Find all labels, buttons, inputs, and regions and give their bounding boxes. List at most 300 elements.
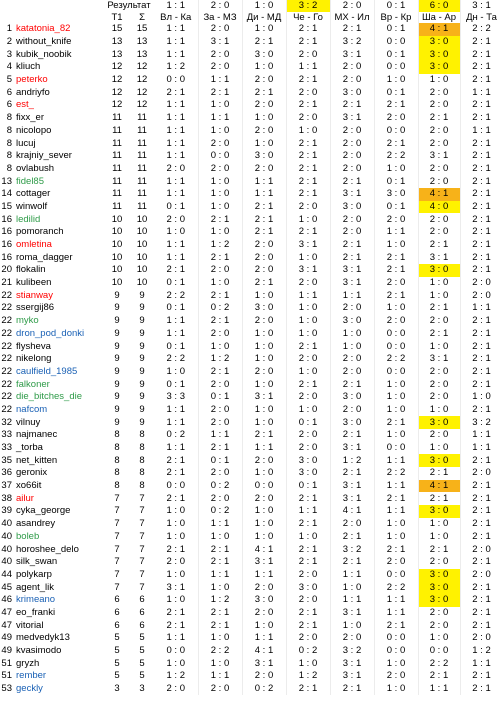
table-row bbox=[0, 201, 503, 214]
match-header: Вр - Кр bbox=[374, 12, 418, 24]
t1-cell: 12 bbox=[111, 61, 123, 73]
prediction-cell: 2 : 1 bbox=[286, 340, 330, 353]
prediction-cell: 2 : 0 bbox=[330, 404, 374, 417]
rank-cell: 40 bbox=[1, 518, 12, 530]
rank-cell: 47 bbox=[1, 606, 12, 618]
rank-cell: 8 bbox=[6, 124, 12, 136]
table-row bbox=[0, 188, 503, 201]
prediction-cell: 3 : 0 bbox=[418, 454, 460, 467]
prediction-cell: 2 : 1 bbox=[418, 670, 460, 683]
table-row bbox=[0, 226, 503, 239]
prediction-cell: 1 : 1 bbox=[154, 251, 198, 264]
table-row bbox=[0, 239, 503, 252]
prediction-cell: 2 : 1 bbox=[460, 480, 503, 493]
prediction-cell: 2 : 0 bbox=[286, 391, 330, 404]
t1-cell: 11 bbox=[112, 188, 122, 200]
prediction-cell: 1 : 1 bbox=[374, 594, 418, 607]
rank-cell: 16 bbox=[1, 226, 12, 238]
prediction-cell: 3 : 1 bbox=[330, 264, 374, 277]
prediction-cell: 2 : 1 bbox=[330, 378, 374, 391]
prediction-cell: 1 : 0 bbox=[154, 366, 198, 379]
prediction-cell: 1 : 0 bbox=[198, 581, 242, 594]
rank-cell: 22 bbox=[1, 365, 12, 377]
sum-cell: 9 bbox=[139, 302, 145, 314]
sum-cell: 9 bbox=[139, 289, 145, 301]
prediction-cell: 2 : 0 bbox=[286, 632, 330, 645]
prediction-cell: 1 : 0 bbox=[418, 404, 460, 417]
match-result: 1 : 0 bbox=[242, 0, 286, 12]
table-row bbox=[0, 645, 503, 658]
prediction-cell: 1 : 1 bbox=[460, 429, 503, 442]
t1-cell: 9 bbox=[114, 403, 120, 415]
prediction-cell: 2 : 1 bbox=[460, 163, 503, 176]
prediction-cell: 4 : 0 bbox=[418, 201, 460, 214]
table-row bbox=[0, 112, 503, 125]
table-row bbox=[0, 531, 503, 544]
t1-cell: 8 bbox=[114, 467, 120, 479]
t1-cell: 7 bbox=[114, 543, 120, 555]
prediction-cell: 2 : 1 bbox=[460, 619, 503, 632]
t1-cell: 12 bbox=[111, 99, 123, 111]
prediction-cell: 2 : 0 bbox=[374, 315, 418, 328]
rank-cell: 51 bbox=[1, 657, 12, 669]
prediction-cell: 2 : 1 bbox=[460, 328, 503, 341]
prediction-cell: 2 : 0 bbox=[286, 277, 330, 290]
table-row bbox=[0, 505, 503, 518]
prediction-cell: 1 : 0 bbox=[242, 416, 286, 429]
prediction-cell: 1 : 0 bbox=[286, 657, 330, 670]
prediction-cell: 1 : 1 bbox=[154, 150, 198, 163]
prediction-cell: 1 : 1 bbox=[242, 442, 286, 455]
prediction-cell: 2 : 1 bbox=[286, 226, 330, 239]
prediction-cell: 2 : 0 bbox=[286, 569, 330, 582]
rank-cell: 39 bbox=[1, 505, 12, 517]
table-row bbox=[0, 302, 503, 315]
prediction-cell: 1 : 1 bbox=[154, 632, 198, 645]
t1-cell: 9 bbox=[114, 340, 120, 352]
prediction-cell: 3 : 0 bbox=[418, 569, 460, 582]
rank-cell: 35 bbox=[1, 454, 12, 466]
participant-name: dron_pod_donki bbox=[16, 327, 85, 339]
prediction-cell: 1 : 0 bbox=[374, 302, 418, 315]
prediction-cell: 1 : 0 bbox=[154, 657, 198, 670]
prediction-cell: 1 : 1 bbox=[330, 594, 374, 607]
sum-cell: 6 bbox=[139, 606, 145, 618]
prediction-cell: 2 : 2 bbox=[154, 353, 198, 366]
sum-cell: 10 bbox=[136, 213, 148, 225]
prediction-cell: 2 : 1 bbox=[286, 683, 330, 696]
table-row bbox=[0, 175, 503, 188]
prediction-cell: 4 : 1 bbox=[242, 645, 286, 658]
match-header: Вл - Ка bbox=[154, 12, 198, 24]
prediction-cell: 3 : 1 bbox=[198, 36, 242, 49]
t1-cell: 11 bbox=[112, 137, 122, 149]
sum-cell: 8 bbox=[139, 454, 145, 466]
prediction-cell: 1 : 2 bbox=[198, 594, 242, 607]
prediction-cell: 2 : 1 bbox=[286, 163, 330, 176]
participant-name: krajniy_sever bbox=[16, 150, 72, 162]
prediction-cell: 1 : 0 bbox=[418, 632, 460, 645]
prediction-cell: 2 : 0 bbox=[198, 683, 242, 696]
prediction-cell: 1 : 1 bbox=[198, 74, 242, 87]
t1-cell: 10 bbox=[111, 213, 123, 225]
match-header: Ша - Ар bbox=[418, 12, 460, 24]
prediction-cell: 4 : 1 bbox=[330, 505, 374, 518]
prediction-cell: 2 : 1 bbox=[286, 74, 330, 87]
t1-cell: 10 bbox=[111, 277, 123, 289]
rank-cell: 8 bbox=[6, 150, 12, 162]
prediction-cell: 2 : 0 bbox=[198, 467, 242, 480]
prediction-cell: 2 : 0 bbox=[418, 378, 460, 391]
prediction-cell: 2 : 1 bbox=[330, 175, 374, 188]
participant-name: gryzh bbox=[16, 657, 40, 669]
rank-cell: 6 bbox=[6, 86, 12, 98]
prediction-cell: 0 : 1 bbox=[374, 23, 418, 36]
prediction-cell: 2 : 1 bbox=[418, 302, 460, 315]
prediction-cell: 2 : 0 bbox=[460, 277, 503, 290]
rank-cell: 40 bbox=[1, 556, 12, 568]
prediction-cell: 1 : 1 bbox=[374, 607, 418, 620]
rank-cell: 4 bbox=[6, 61, 12, 73]
prediction-cell: 2 : 1 bbox=[242, 226, 286, 239]
table-row bbox=[0, 251, 503, 264]
table-row bbox=[0, 340, 503, 353]
prediction-cell: 2 : 1 bbox=[374, 492, 418, 505]
prediction-cell: 2 : 0 bbox=[242, 581, 286, 594]
prediction-cell: 2 : 1 bbox=[330, 23, 374, 36]
rank-cell: 6 bbox=[6, 99, 12, 111]
sum-cell: 9 bbox=[139, 391, 145, 403]
prediction-cell: 1 : 0 bbox=[374, 429, 418, 442]
rank-cell: 44 bbox=[1, 568, 12, 580]
prediction-cell: 0 : 0 bbox=[374, 61, 418, 74]
prediction-cell: 1 : 0 bbox=[374, 391, 418, 404]
match-header: Дн - Та bbox=[460, 12, 503, 24]
t1-cell: 15 bbox=[111, 23, 123, 35]
t1-cell: 7 bbox=[114, 568, 120, 580]
prediction-cell: 2 : 1 bbox=[460, 607, 503, 620]
prediction-cell: 3 : 1 bbox=[330, 277, 374, 290]
prediction-cell: 1 : 0 bbox=[286, 213, 330, 226]
t1-cell: 10 bbox=[111, 264, 123, 276]
prediction-cell: 1 : 0 bbox=[286, 315, 330, 328]
prediction-cell: 1 : 0 bbox=[242, 619, 286, 632]
sum-cell: 10 bbox=[136, 251, 148, 263]
prediction-cell: 2 : 0 bbox=[198, 137, 242, 150]
prediction-cell: 2 : 1 bbox=[286, 607, 330, 620]
t1-cell: 7 bbox=[114, 518, 120, 530]
prediction-cell: 3 : 0 bbox=[242, 150, 286, 163]
prediction-cell: 3 : 0 bbox=[330, 86, 374, 99]
prediction-cell: 1 : 0 bbox=[286, 125, 330, 138]
prediction-cell: 2 : 1 bbox=[374, 137, 418, 150]
prediction-cell: 2 : 1 bbox=[286, 36, 330, 49]
prediction-cell: 2 : 0 bbox=[460, 632, 503, 645]
prediction-cell: 1 : 0 bbox=[242, 531, 286, 544]
prediction-cell: 1 : 0 bbox=[198, 125, 242, 138]
match-header: МХ - Ил bbox=[330, 12, 374, 24]
prediction-cell: 1 : 0 bbox=[198, 175, 242, 188]
prediction-cell: 1 : 0 bbox=[374, 518, 418, 531]
rank-cell: 15 bbox=[1, 200, 12, 212]
prediction-cell: 3 : 1 bbox=[286, 239, 330, 252]
prediction-cell: 2 : 1 bbox=[460, 683, 503, 696]
participant-name: peterko bbox=[16, 74, 48, 86]
prediction-cell: 0 : 1 bbox=[154, 201, 198, 214]
t1-cell: 12 bbox=[111, 86, 123, 98]
prediction-cell: 3 : 1 bbox=[418, 353, 460, 366]
prediction-cell: 2 : 1 bbox=[460, 74, 503, 87]
prediction-cell: 3 : 2 bbox=[330, 543, 374, 556]
prediction-cell: 2 : 0 bbox=[330, 163, 374, 176]
table-row bbox=[0, 99, 503, 112]
prediction-cell: 3 : 1 bbox=[286, 264, 330, 277]
prediction-cell: 1 : 1 bbox=[154, 315, 198, 328]
sum-cell: 6 bbox=[139, 594, 145, 606]
prediction-cell: 2 : 1 bbox=[286, 378, 330, 391]
prediction-cell: 2 : 0 bbox=[242, 239, 286, 252]
prediction-cell: 2 : 0 bbox=[198, 61, 242, 74]
sum-cell: 8 bbox=[139, 442, 145, 454]
prediction-cell: 0 : 2 bbox=[198, 302, 242, 315]
rank-cell: 53 bbox=[1, 683, 12, 695]
t1-cell: 8 bbox=[114, 442, 120, 454]
rank-cell: 33 bbox=[1, 429, 12, 441]
prediction-cell: 0 : 2 bbox=[198, 505, 242, 518]
prediction-cell: 3 : 0 bbox=[418, 48, 460, 61]
participant-name: agent_lik bbox=[16, 581, 55, 593]
prediction-cell: 2 : 2 bbox=[198, 645, 242, 658]
prediction-cell: 2 : 0 bbox=[286, 429, 330, 442]
sum-cell: 10 bbox=[136, 277, 148, 289]
sum-cell: 9 bbox=[139, 365, 145, 377]
prediction-cell: 3 : 1 bbox=[330, 48, 374, 61]
rank-cell: 32 bbox=[1, 416, 12, 428]
prediction-cell: 2 : 1 bbox=[460, 150, 503, 163]
prediction-cell: 3 : 0 bbox=[330, 201, 374, 214]
participant-name: cottager bbox=[16, 188, 51, 200]
prediction-cell: 2 : 1 bbox=[460, 315, 503, 328]
prediction-cell: 2 : 1 bbox=[460, 594, 503, 607]
prediction-cell: 1 : 0 bbox=[286, 328, 330, 341]
match-result: 1 : 1 bbox=[154, 0, 198, 12]
prediction-cell: 1 : 2 bbox=[154, 61, 198, 74]
prediction-cell: 2 : 1 bbox=[460, 239, 503, 252]
t1-cell: 3 bbox=[114, 683, 120, 695]
table-row bbox=[0, 137, 503, 150]
t1-cell: 13 bbox=[111, 48, 123, 60]
prediction-cell: 1 : 1 bbox=[460, 657, 503, 670]
prediction-cell: 2 : 1 bbox=[154, 454, 198, 467]
table-row bbox=[0, 607, 503, 620]
prediction-cell: 2 : 1 bbox=[198, 86, 242, 99]
prediction-cell: 2 : 0 bbox=[198, 328, 242, 341]
participant-name: cyka_george bbox=[16, 505, 71, 517]
participant-name: fidel85 bbox=[16, 175, 44, 187]
prediction-cell: 1 : 1 bbox=[418, 683, 460, 696]
prediction-cell: 2 : 1 bbox=[286, 137, 330, 150]
prediction-cell: 2 : 0 bbox=[242, 99, 286, 112]
prediction-cell: 2 : 1 bbox=[198, 442, 242, 455]
prediction-cell: 1 : 0 bbox=[154, 531, 198, 544]
prediction-cell: 2 : 0 bbox=[242, 163, 286, 176]
sum-cell: 5 bbox=[139, 632, 145, 644]
t1-cell: 7 bbox=[114, 530, 120, 542]
prediction-cell: 2 : 1 bbox=[418, 492, 460, 505]
prediction-cell: 1 : 0 bbox=[198, 99, 242, 112]
rank-cell: 22 bbox=[1, 403, 12, 415]
prediction-cell: 3 : 0 bbox=[286, 581, 330, 594]
prediction-cell: 2 : 1 bbox=[460, 264, 503, 277]
table-row bbox=[0, 556, 503, 569]
prediction-cell: 2 : 0 bbox=[374, 213, 418, 226]
table-row bbox=[0, 289, 503, 302]
t1-cell: 8 bbox=[114, 429, 120, 441]
prediction-cell: 2 : 0 bbox=[242, 366, 286, 379]
prediction-cell: 2 : 1 bbox=[374, 543, 418, 556]
prediction-cell: 1 : 0 bbox=[418, 531, 460, 544]
prediction-cell: 2 : 1 bbox=[460, 201, 503, 214]
table-row bbox=[0, 366, 503, 379]
prediction-cell: 2 : 1 bbox=[460, 378, 503, 391]
t1-cell: 6 bbox=[114, 606, 120, 618]
prediction-cell: 1 : 0 bbox=[418, 277, 460, 290]
prediction-cell: 2 : 1 bbox=[460, 353, 503, 366]
prediction-cell: 2 : 1 bbox=[418, 543, 460, 556]
prediction-cell: 2 : 0 bbox=[330, 150, 374, 163]
participant-name: pomoranch bbox=[16, 226, 64, 238]
prediction-cell: 1 : 1 bbox=[330, 569, 374, 582]
prediction-cell: 2 : 1 bbox=[460, 404, 503, 417]
prediction-cell: 3 : 1 bbox=[418, 251, 460, 264]
match-result: 3 : 1 bbox=[460, 0, 503, 12]
rank-cell: 46 bbox=[1, 594, 12, 606]
col-sum-header: Σ bbox=[139, 11, 145, 23]
prediction-cell: 2 : 1 bbox=[460, 670, 503, 683]
prediction-cell: 2 : 0 bbox=[418, 607, 460, 620]
prediction-cell: 1 : 0 bbox=[242, 340, 286, 353]
t1-cell: 11 bbox=[112, 200, 122, 212]
prediction-cell: 2 : 0 bbox=[330, 353, 374, 366]
prediction-cell: 0 : 0 bbox=[374, 340, 418, 353]
prediction-cell: 0 : 2 bbox=[198, 480, 242, 493]
prediction-cell: 1 : 1 bbox=[154, 23, 198, 36]
sum-cell: 11 bbox=[137, 175, 147, 187]
prediction-cell: 2 : 1 bbox=[198, 556, 242, 569]
table-row bbox=[0, 150, 503, 163]
participant-name: nicolopo bbox=[16, 124, 52, 136]
t1-cell: 7 bbox=[114, 556, 120, 568]
prediction-cell: 1 : 0 bbox=[374, 74, 418, 87]
prediction-cell: 2 : 1 bbox=[286, 175, 330, 188]
prediction-cell: 2 : 1 bbox=[374, 264, 418, 277]
prediction-cell: 3 : 0 bbox=[330, 391, 374, 404]
prediction-cell: 0 : 0 bbox=[374, 442, 418, 455]
table-row bbox=[0, 569, 503, 582]
sum-cell: 12 bbox=[136, 86, 148, 98]
sum-cell: 7 bbox=[139, 543, 145, 555]
prediction-cell: 1 : 1 bbox=[460, 86, 503, 99]
table-row bbox=[0, 48, 503, 61]
table-row bbox=[0, 36, 503, 49]
prediction-cell: 1 : 0 bbox=[286, 404, 330, 417]
rank-cell: 22 bbox=[1, 391, 12, 403]
participant-name: xo66it bbox=[16, 480, 42, 492]
participant-name: vitorial bbox=[16, 619, 44, 631]
header-results-row bbox=[0, 0, 503, 12]
prediction-cell: 3 : 1 bbox=[330, 442, 374, 455]
prediction-cell: 1 : 1 bbox=[154, 442, 198, 455]
table-row bbox=[0, 543, 503, 556]
table-row bbox=[0, 619, 503, 632]
prediction-cell: 2 : 1 bbox=[460, 137, 503, 150]
table-row bbox=[0, 683, 503, 696]
table-row bbox=[0, 213, 503, 226]
prediction-cell: 1 : 0 bbox=[418, 74, 460, 87]
prediction-cell: 2 : 1 bbox=[154, 619, 198, 632]
prediction-cell: 2 : 1 bbox=[286, 492, 330, 505]
prediction-cell: 2 : 1 bbox=[374, 289, 418, 302]
prediction-cell: 2 : 0 bbox=[198, 416, 242, 429]
prediction-cell: 1 : 0 bbox=[286, 302, 330, 315]
prediction-cell: 0 : 0 bbox=[154, 480, 198, 493]
prediction-cell: 0 : 0 bbox=[374, 125, 418, 138]
prediction-cell: 1 : 2 bbox=[198, 239, 242, 252]
prediction-cell: 3 : 1 bbox=[154, 581, 198, 594]
rank-cell: 36 bbox=[1, 467, 12, 479]
prediction-cell: 1 : 1 bbox=[242, 175, 286, 188]
prediction-cell: 3 : 0 bbox=[330, 315, 374, 328]
sum-cell: 6 bbox=[139, 619, 145, 631]
prediction-cell: 3 : 1 bbox=[418, 150, 460, 163]
prediction-cell: 0 : 0 bbox=[374, 328, 418, 341]
t1-cell: 8 bbox=[114, 454, 120, 466]
prediction-cell: 1 : 1 bbox=[154, 137, 198, 150]
prediction-cell: 2 : 1 bbox=[418, 467, 460, 480]
prediction-cell: 1 : 0 bbox=[242, 467, 286, 480]
table-row bbox=[0, 657, 503, 670]
match-result: 2 : 0 bbox=[198, 0, 242, 12]
prediction-cell: 2 : 1 bbox=[242, 201, 286, 214]
prediction-cell: 0 : 1 bbox=[198, 391, 242, 404]
prediction-cell: 2 : 0 bbox=[242, 315, 286, 328]
prediction-cell: 3 : 2 bbox=[460, 416, 503, 429]
prediction-cell: 3 : 0 bbox=[286, 467, 330, 480]
participant-name: silk_swan bbox=[16, 556, 58, 568]
prediction-cell: 3 : 0 bbox=[418, 594, 460, 607]
participant-name: ovlabush bbox=[16, 162, 55, 174]
prediction-cell: 3 : 0 bbox=[418, 505, 460, 518]
prediction-cell: 3 : 0 bbox=[418, 416, 460, 429]
t1-cell: 11 bbox=[112, 175, 122, 187]
table-row bbox=[0, 353, 503, 366]
prediction-cell: 1 : 0 bbox=[198, 657, 242, 670]
prediction-cell: 2 : 1 bbox=[460, 492, 503, 505]
match-header: Че - Го bbox=[286, 12, 330, 24]
prediction-cell: 1 : 1 bbox=[154, 48, 198, 61]
prediction-cell: 2 : 0 bbox=[286, 86, 330, 99]
prediction-cell: 1 : 1 bbox=[198, 569, 242, 582]
table-row bbox=[0, 581, 503, 594]
rank-cell: 51 bbox=[1, 670, 12, 682]
prediction-cell: 2 : 1 bbox=[198, 543, 242, 556]
participant-name: ailur bbox=[16, 492, 34, 504]
participant-name: rember bbox=[16, 670, 47, 682]
prediction-cell: 3 : 0 bbox=[330, 416, 374, 429]
prediction-cell: 0 : 0 bbox=[154, 645, 198, 658]
match-result: 3 : 2 bbox=[286, 0, 330, 12]
rank-cell: 16 bbox=[1, 251, 12, 263]
